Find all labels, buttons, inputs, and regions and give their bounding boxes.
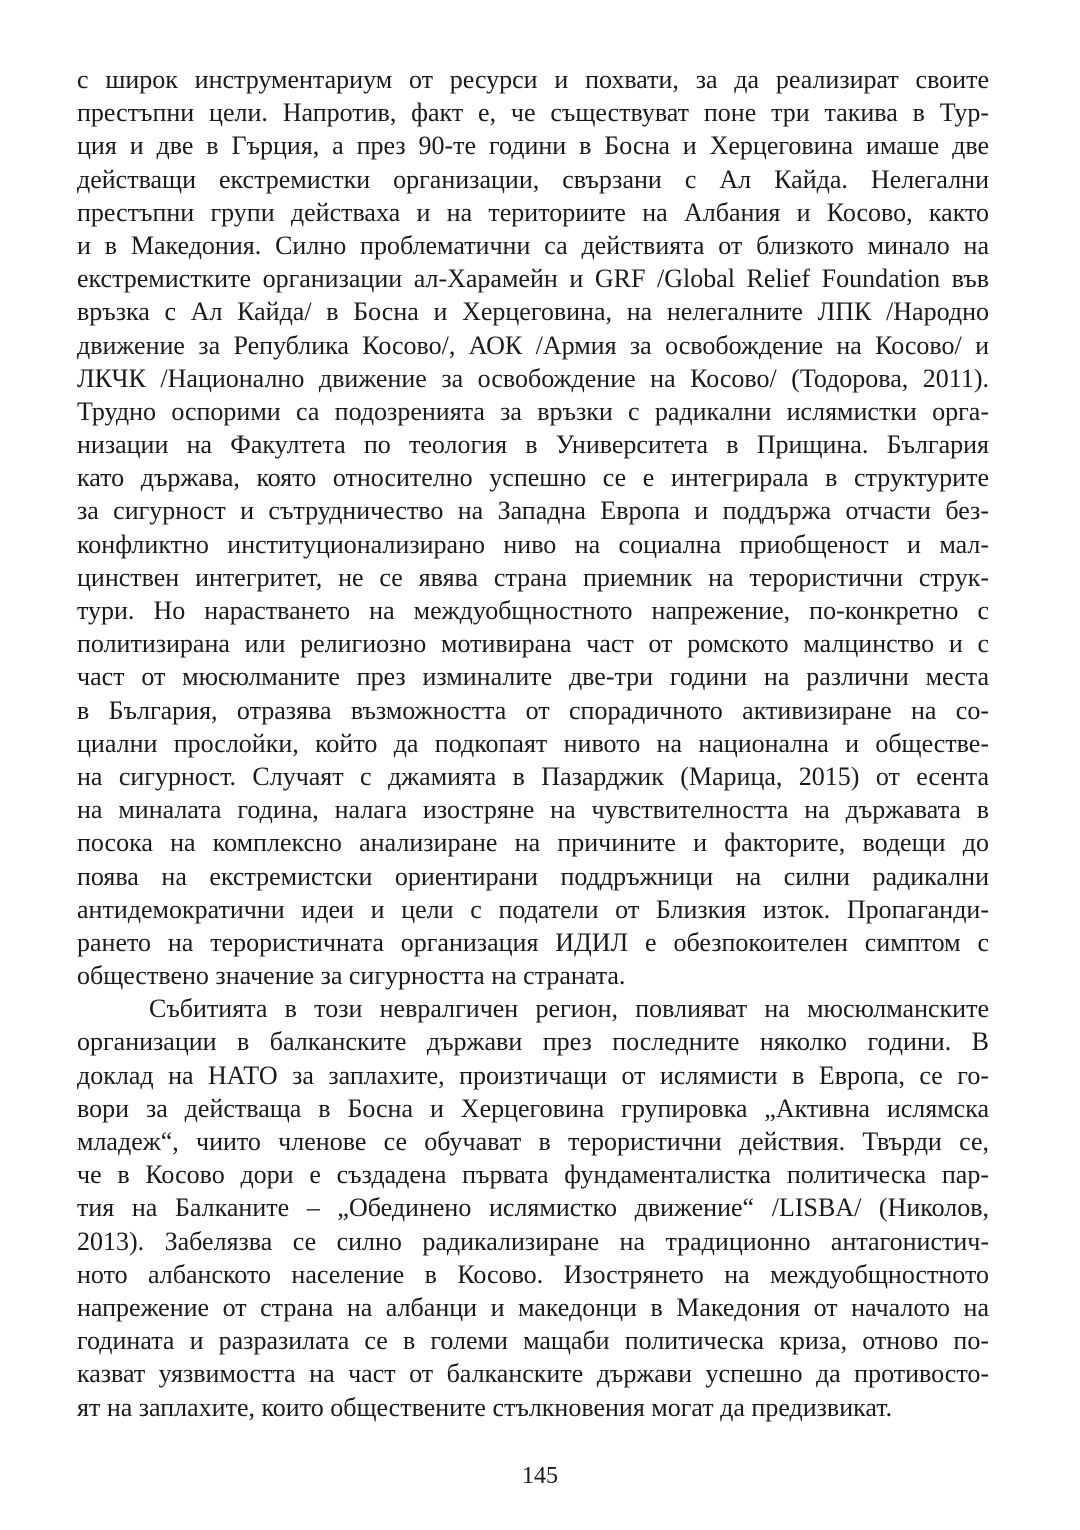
text-line: движение за Република Косово/, АОК /Армия за освобождение на Косово/ и bbox=[77, 330, 989, 360]
text-line: част от мюсюлманите през изминалите две-три години на различни места bbox=[77, 662, 989, 692]
text-line: цинствен интегритет, не се явява страна приемник на терористични струк- bbox=[77, 562, 989, 592]
text-line: връзка с Ал Кайда/ в Босна и Херцеговина, на нелегалните ЛПК /Народно bbox=[77, 297, 989, 327]
text-line: организации в балканските държави през последните няколко години. В bbox=[77, 1027, 989, 1057]
text-line: напрежение от страна на албанци и македонци в Македония от началото на bbox=[77, 1292, 989, 1322]
text-line: рането на терористичната организация ИДИЛ е обезпокоителен симптом с bbox=[77, 927, 989, 957]
text-line: тия на Балканите – „Обединено ислямистко движение“ /LISBA/ (Николов, bbox=[77, 1193, 989, 1223]
text-line: антидемократични идеи и цели с податели от Близкия изток. Пропаганди- bbox=[77, 894, 989, 924]
text-line: ЛКЧК /Национално движение за освобождение на Косово/ (Тодорова, 2011). bbox=[77, 363, 989, 393]
text-line: ното албанското население в Косово. Изострянето на междуобщностното bbox=[77, 1259, 989, 1289]
text-line: младеж“, чиито членове се обучават в терористични действия. Твърди се, bbox=[77, 1127, 989, 1156]
text-line: циални прослойки, който да подкопаят нивото на национална и обществе- bbox=[77, 728, 989, 758]
text-line: низации на Факултета по теология в Университета в Прищина. България bbox=[77, 430, 989, 460]
text-line: на миналата година, налага изостряне на чувствителността на държавата в bbox=[77, 795, 989, 825]
text-line: Трудно оспорими са подозренията за връзки с радикални ислямистки орга- bbox=[77, 396, 989, 426]
text-line: като държава, която относително успешно се е интегрирала в структурите bbox=[77, 463, 989, 493]
text-line: и в Македония. Силно проблематични са действията от близкото минало на bbox=[77, 230, 989, 260]
text-line: екстремистките организации ал-Харамейн и GRF /Global Relief Foundation във bbox=[77, 264, 989, 294]
text-line: ция и две в Гърция, а през 90-те години в Босна и Херцеговина имаше две bbox=[77, 131, 989, 161]
text-line: престъпни цели. Напротив, факт е, че съществуват поне три такива в Тур- bbox=[77, 98, 989, 128]
paragraph-1 bbox=[77, 63, 989, 992]
text-line: тури. Но нарастването на междуобщностното напрежение, по-конкретно с bbox=[77, 596, 989, 625]
text-line: годината и разразилата се в големи мащаби политическа криза, отново по- bbox=[77, 1326, 989, 1356]
text-line: в България, отразява възможността от спорадичното активизиране на со- bbox=[77, 695, 989, 725]
text-line: Събитията в този невралгичен регион, повлияват на мюсюлманските bbox=[149, 994, 989, 1024]
text-line: конфликтно институционализирано ниво на социална приобщеност и мал- bbox=[77, 529, 989, 559]
text-line: поява на екстремистски ориентирани поддръжници на силни радикални bbox=[77, 861, 989, 891]
text-line: на сигурност. Случаят с джамията в Пазарджик (Марица, 2015) от есента bbox=[77, 761, 989, 791]
text-line: политизирана или религиозно мотивирана част от ромското малцинство и с bbox=[77, 629, 989, 659]
text-line: престъпни групи действаха и на териториите на Албания и Косово, както bbox=[77, 197, 989, 227]
text-line: с широк инструментариум от ресурси и похвати, за да реализират своите bbox=[77, 65, 989, 94]
text-line: казват уязвимостта на част от балканските държави успешно да противосто- bbox=[77, 1359, 989, 1389]
page-number: 145 bbox=[522, 1463, 558, 1489]
text-line: 2013). Забелязва се силно радикализиране на традиционно антагонистич- bbox=[77, 1226, 989, 1256]
paragraph-2 bbox=[77, 992, 989, 1423]
body-text bbox=[77, 63, 989, 1424]
text-line: доклад на НАТО за заплахите, произтичащи от ислямисти в Европа, се го- bbox=[77, 1060, 989, 1090]
text-line: за сигурност и сътрудничество на Западна Европа и поддържа отчасти без- bbox=[77, 496, 989, 526]
text-line: обществено значение за сигурността на страната. bbox=[77, 961, 626, 991]
text-line: посока на комплексно анализиране на причините и факторите, водещи до bbox=[77, 828, 989, 858]
text-line: действащи екстремистки организации, свързани с Ал Кайда. Нелегални bbox=[77, 164, 989, 194]
text-line: вори за действаща в Босна и Херцеговина групировка „Активна ислямска bbox=[77, 1093, 989, 1123]
text-line: че в Косово дори е създадена първата фундаменталистка политическа пар- bbox=[77, 1160, 989, 1190]
text-line: ят на заплахите, които обществените стълкновения могат да предизвикат. bbox=[77, 1392, 893, 1422]
